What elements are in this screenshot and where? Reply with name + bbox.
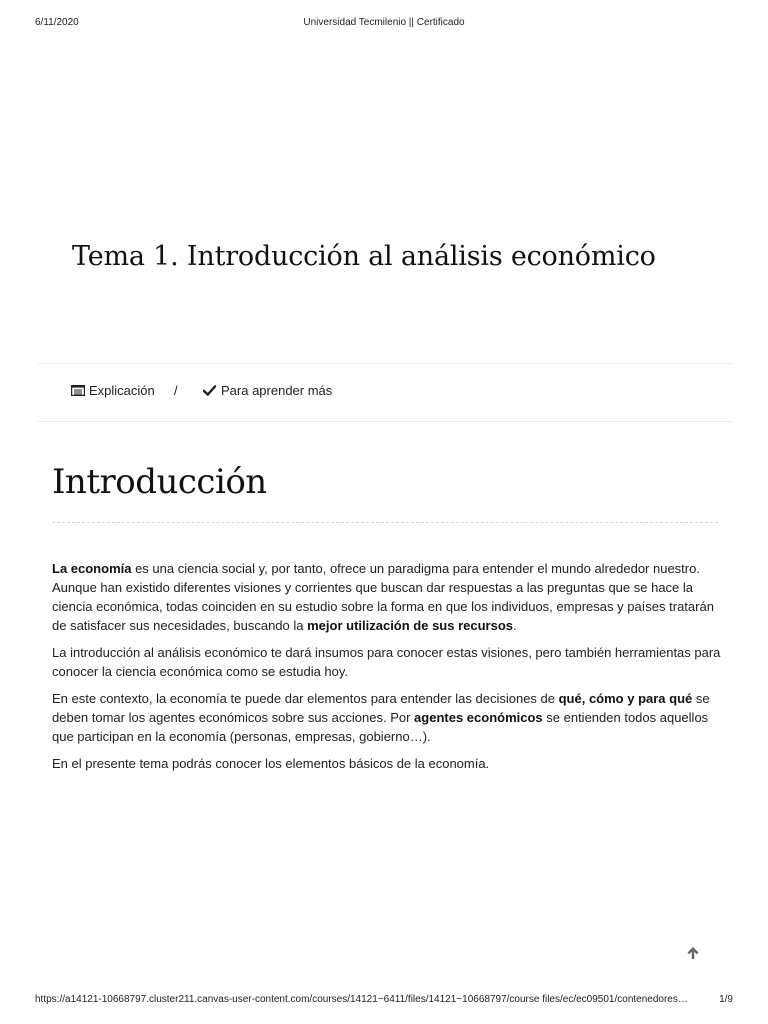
paragraph-text: se deben tomar los agentes económicos sobre sus acciones. Por [52, 691, 710, 725]
list-alt-icon [71, 385, 85, 397]
tab-para-aprender-mas-label: Para aprender más [221, 383, 333, 398]
bold-term: La economía [52, 561, 132, 576]
bold-term: mejor utilización de sus recursos [307, 618, 514, 633]
heading-divider [52, 522, 718, 523]
paragraph-text: se entienden todos aquellos que participan en la economía (personas, empresas, gobierno…). [52, 710, 709, 744]
section-heading: Introducción [52, 462, 267, 502]
print-page-title: Universidad Tecmilenio || Certificado [303, 17, 465, 28]
print-header [35, 17, 733, 31]
print-date: 6/11/2020 [35, 17, 79, 28]
scroll-to-top-button[interactable] [685, 945, 701, 961]
topic-title: Tema 1. Introducción al análisis económico [72, 241, 656, 272]
print-url: https://a14121-10668797.cluster211.canvas-user-content.com/courses/14121~6411/files/14121~10668797/course files/ec/ec09501/contenedores… [35, 994, 688, 1005]
paragraph-2: La introducción al análisis económico te dará insumos para conocer estas visiones, pero también herramientas para conocer la ciencia económica como se estudia hoy. [52, 645, 721, 679]
check-icon [203, 385, 217, 397]
tab-separator: / [174, 383, 178, 398]
arrow-up-icon [685, 948, 701, 965]
tab-para-aprender-mas[interactable] [203, 383, 332, 398]
paragraph-1 [52, 559, 722, 635]
bold-term: agentes económicos [414, 710, 543, 725]
content-body [52, 559, 722, 781]
paragraph-text: En este contexto, la economía te puede dar elementos para entender las decisiones de [52, 691, 559, 706]
paragraph-3 [52, 689, 722, 746]
tab-explicacion-label: Explicación [89, 383, 155, 398]
print-footer [35, 994, 733, 1008]
page-number: 1/9 [719, 994, 733, 1005]
paragraph-4: En el presente tema podrás conocer los elementos básicos de la economía. [52, 756, 490, 771]
tab-explicacion[interactable] [71, 383, 155, 398]
paragraph-text: . [513, 618, 517, 633]
content-tabs-nav [38, 363, 732, 422]
bold-term: qué, cómo y para qué [558, 691, 693, 706]
paragraph-text: es una ciencia social y, por tanto, ofrece un paradigma para entender el mundo alrededor nuestro. Aunque han existido diferentes visiones y corrientes que buscan dar respuestas a las preguntas que se hace la ciencia económica, todas coinciden en su estudio sobre la forma en que los individuos, empresas y países tratarán de satisfacer sus necesidades, buscando la [52, 561, 714, 633]
